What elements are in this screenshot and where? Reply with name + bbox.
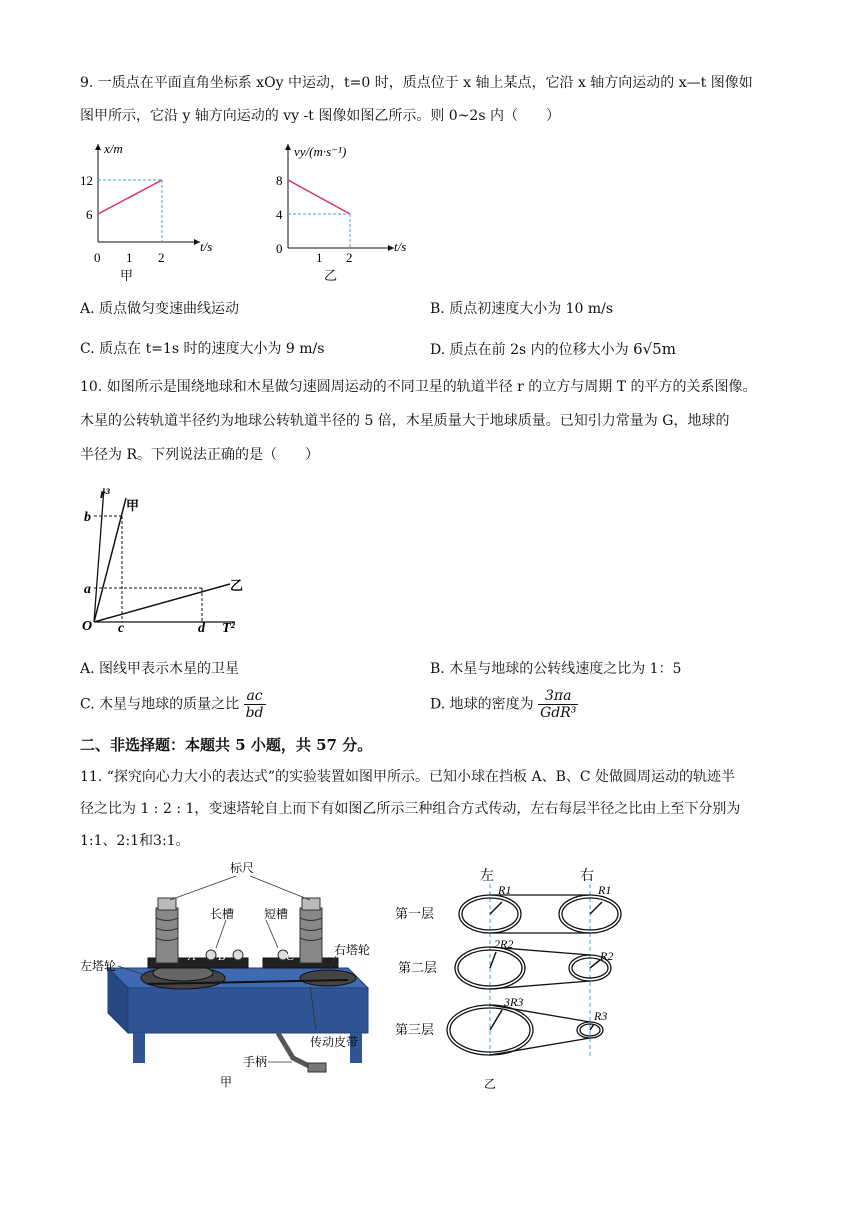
- label-right-tower-wheel: 右塔轮: [334, 943, 371, 957]
- q9-jia-xtick-1: 1: [126, 250, 133, 265]
- layer3-label: 第三层: [395, 1022, 435, 1037]
- left-ruler: [156, 908, 178, 963]
- q9-option-c: C. 质点在 t=1s 时的速度大小为 9 m/s: [80, 341, 325, 357]
- q10-option-c: [80, 688, 266, 721]
- label-handle: 手柄: [243, 1055, 268, 1069]
- q10-xlabel: T²: [222, 621, 235, 636]
- q10-option-a: A. 图线甲表示木星的卫星: [80, 661, 240, 677]
- q10-label-b: b: [84, 510, 91, 525]
- q9-stem-line-1: 9. 一质点在平面直角坐标系 xOy 中运动，t=0 时，质点位于 x 轴上某点，它沿 x 轴方向运动的 x—t 图像如: [80, 75, 753, 91]
- q11-stem-line-3: 1:1、2:1和3:1。: [80, 833, 190, 849]
- q9-graph-yi: [270, 138, 420, 286]
- q9-option-d-text: D. 质点在前 2s 内的位移大小为: [430, 342, 629, 358]
- label-left: 左: [480, 869, 494, 884]
- q11-wheels-figure: [390, 864, 640, 1094]
- q10-label-a: a: [84, 582, 91, 597]
- q10-graph: [80, 480, 250, 640]
- right-tower-wheel: [300, 970, 356, 986]
- q10-option-d-denominator: GdR³: [540, 705, 577, 721]
- q9-option-d: [430, 340, 676, 359]
- label-short-slot: 短槽: [264, 907, 289, 921]
- q9-jia-xtick-0: 0: [94, 250, 101, 265]
- q9-jia-xlabel: t/s: [200, 239, 213, 254]
- q10-option-b: B. 木星与地球的公转线速度之比为 1：5: [430, 661, 682, 677]
- q10-ylabel: r³: [100, 487, 110, 502]
- label-a: A: [188, 949, 196, 963]
- q9-option-d-value: 6√5m: [633, 340, 676, 358]
- q9-yi-ytick-4: 4: [276, 207, 283, 222]
- label-b: B: [218, 949, 226, 963]
- q10-line-yi: [94, 584, 230, 622]
- layer1-label: 第一层: [395, 906, 435, 921]
- right-ruler: [300, 908, 322, 963]
- q10-option-d-fraction: [538, 688, 578, 721]
- section-2-heading: 二、非选择题：本题共 5 小题，共 57 分。: [80, 736, 373, 754]
- q10-stem-line-2: 木星的公转轨道半径约为地球公转轨道半径的 5 倍，木星质量大于地球质量。已知引力常量为 G，地球的: [80, 413, 730, 429]
- q9-option-b: B. 质点初速度大小为 10 m/s: [430, 301, 614, 317]
- q10-option-c-denominator: bd: [245, 705, 264, 721]
- layer2-r-right: R2: [600, 949, 614, 963]
- q11-stem-line-1: 11. “探究向心力大小的表达式”的实验装置如图甲所示。已知小球在挡板 A、B、C 处做圆周运动的轨迹半: [80, 769, 736, 785]
- wheels-caption: 乙: [484, 1077, 497, 1091]
- q10-option-c-numerator: ac: [244, 688, 266, 705]
- layer2-r-left: 2R2: [494, 937, 514, 951]
- q9-jia-ytick-12: 12: [80, 173, 93, 188]
- label-left-tower-wheel: 左塔轮: [80, 959, 117, 973]
- q10-option-c-fraction: [244, 688, 266, 721]
- q9-jia-line: [98, 180, 162, 214]
- q9-yi-xtick-1: 1: [316, 250, 323, 265]
- q9-yi-xlabel: t/s: [394, 239, 407, 254]
- q10-option-c-text: C. 木星与地球的质量之比: [80, 696, 240, 713]
- q9-option-a: A. 质点做匀变速曲线运动: [80, 301, 240, 317]
- q9-jia-caption: 甲: [120, 268, 134, 283]
- label-right: 右: [580, 869, 594, 884]
- q9-yi-ytick-8: 8: [276, 173, 283, 188]
- q10-label-o: O: [82, 619, 93, 634]
- layer3-r-left: 3R3: [504, 995, 524, 1009]
- label-ruler: 标尺: [230, 861, 255, 875]
- q10-label-yi: 乙: [230, 578, 244, 593]
- q9-yi-ytick-0: 0: [276, 241, 283, 256]
- q9-yi-caption: 乙: [324, 268, 338, 283]
- q9-yi-xtick-2: 2: [346, 250, 353, 265]
- q10-option-d-text: D. 地球的密度为: [430, 696, 534, 713]
- q9-yi-ylabel: vy/(m·s⁻¹): [294, 144, 347, 159]
- q10-label-c: c: [118, 621, 125, 636]
- q9-graph-jia: [80, 138, 225, 286]
- apparatus-caption: 甲: [220, 1075, 233, 1089]
- q11-apparatus-figure: [78, 858, 388, 1098]
- q10-stem-line-3: 半径为 R。下列说法正确的是（ ）: [80, 447, 319, 463]
- q10-option-d: [430, 688, 578, 721]
- q9-yi-line: [288, 180, 350, 214]
- q10-label-jia: 甲: [126, 498, 140, 513]
- q9-jia-ylabel: x/m: [104, 141, 123, 156]
- label-c: C: [286, 949, 295, 963]
- q10-label-d: d: [198, 621, 205, 636]
- q10-option-d-numerator: 3πa: [538, 688, 578, 705]
- q9-jia-xtick-2: 2: [158, 250, 165, 265]
- layer1-r-right: R1: [598, 883, 612, 897]
- layer1-r-left: R1: [498, 883, 512, 897]
- label-long-slot: 长槽: [210, 907, 235, 921]
- layer2-label: 第二层: [398, 960, 438, 975]
- q11-stem-line-2: 径之比为 1 : 2 : 1，变速塔轮自上而下有如图乙所示三种组合方式传动，左右每层半径之比由上至下分别为: [80, 801, 741, 817]
- q9-jia-ytick-6: 6: [86, 207, 93, 222]
- layer3-r-right: R3: [594, 1009, 608, 1023]
- q10-stem-line-1: 10. 如图所示是围绕地球和木星做匀速圆周运动的不同卫星的轨道半径 r 的立方与周期 T 的平方的关系图像。: [80, 379, 757, 395]
- label-belt: 传动皮带: [310, 1035, 359, 1049]
- q9-stem-line-2: 图甲所示，它沿 y 轴方向运动的 vy -t 图像如图乙所示。则 0~2s 内（ ）: [80, 108, 560, 124]
